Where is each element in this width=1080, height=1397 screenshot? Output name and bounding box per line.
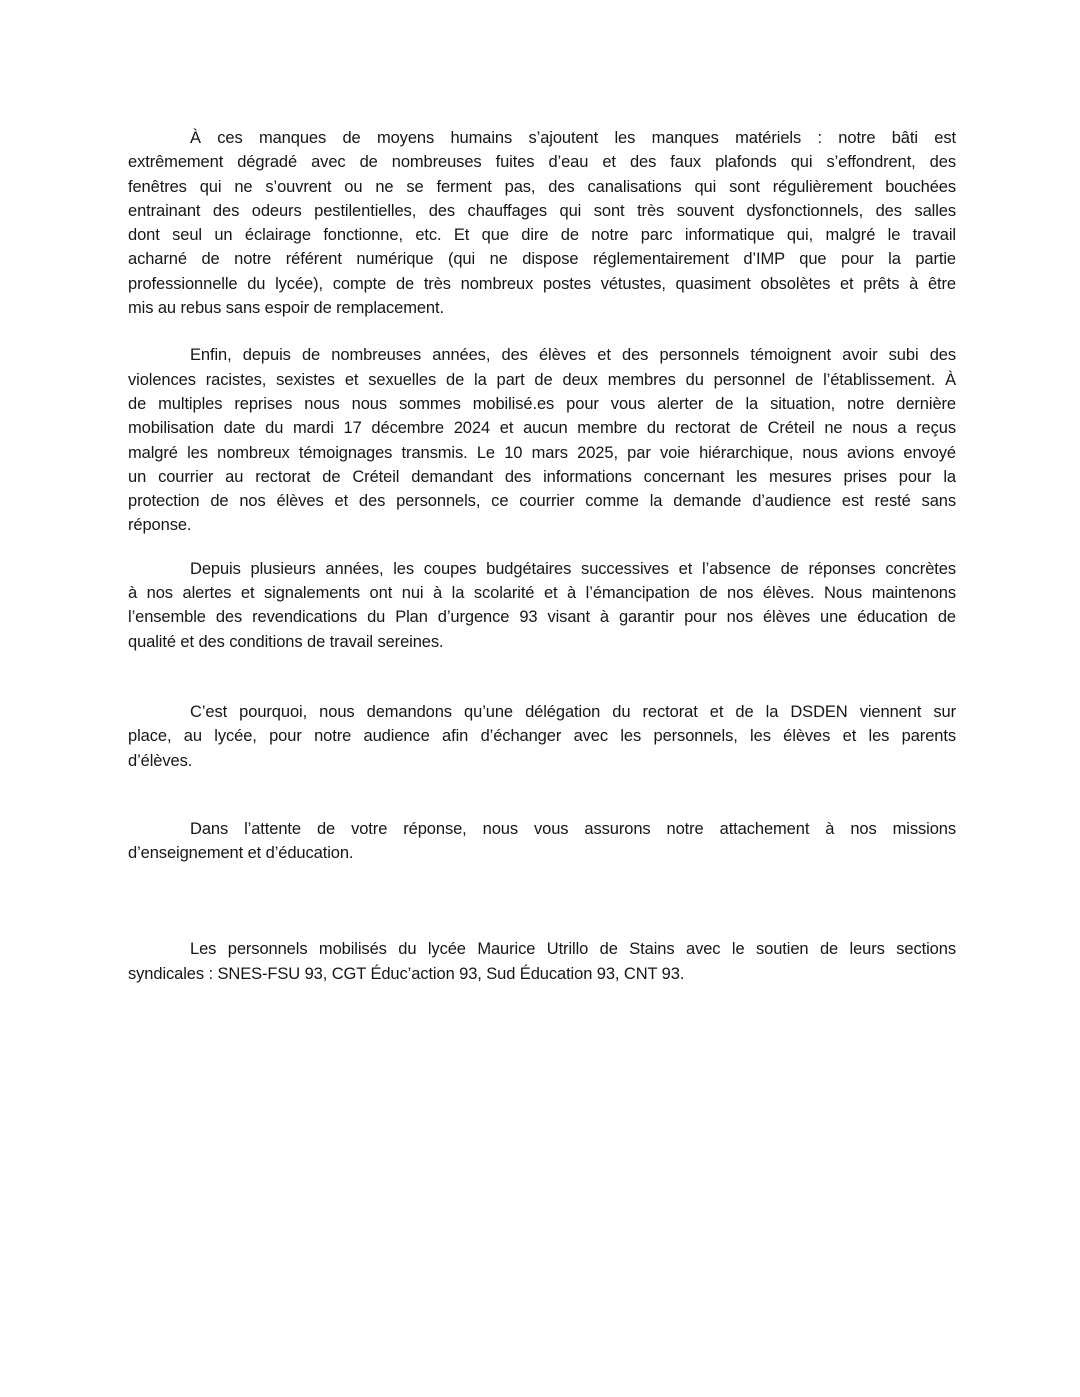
text-line: syndicales : SNES-FSU 93, CGT Éduc’action 93, Sud Éducation 93, CNT 93. <box>128 964 685 983</box>
text-line: place, au lycée, pour notre audience afin d’échanger avec les personnels, les élèves et les parents <box>128 727 956 746</box>
text-line: Depuis plusieurs années, les coupes budgétaires successives et l’absence de réponses concrètes <box>190 559 956 578</box>
paragraph <box>128 937 956 986</box>
text-line: À ces manques de moyens humains s’ajoutent les manques matériels : notre bâti est <box>190 129 956 147</box>
text-line: mobilisation date du mardi 17 décembre 2024 et aucun membre du rectorat de Créteil ne nous a reçus <box>128 419 956 438</box>
text-line: violences racistes, sexistes et sexuelles de la part de deux membres du personnel de l’établissement. À <box>128 370 956 389</box>
document-body <box>128 126 956 986</box>
paragraph <box>128 557 956 654</box>
text-line: Les personnels mobilisés du lycée Maurice Utrillo de Stains avec le soutien de leurs sections <box>190 940 956 959</box>
text-line: d’enseignement et d’éducation. <box>128 844 354 863</box>
paragraph <box>128 126 956 320</box>
text-line: professionnelle du lycée), compte de très nombreux postes vétustes, quasiment obsolètes et prêts à être <box>128 274 956 293</box>
text-line: extrêmement dégradé avec de nombreuses fuites d’eau et des faux plafonds qui s’effondrent, des <box>128 153 956 172</box>
text-line: à nos alertes et signalements ont nui à la scolarité et à l’émancipation de nos élèves. Nous maintenons <box>128 584 956 603</box>
text-line: l’ensemble des revendications du Plan d’urgence 93 visant à garantir pour nos élèves une éducation de <box>128 608 956 627</box>
text-line: dont seul un éclairage fonctionne, etc. Et que dire de notre parc informatique qui, malgré le travail <box>128 226 956 245</box>
paragraph <box>128 700 956 773</box>
text-line: C’est pourquoi, nous demandons qu’une délégation du rectorat et de la DSDEN viennent sur <box>190 702 956 721</box>
text-line: malgré les nombreux témoignages transmis. Le 10 mars 2025, par voie hiérarchique, nous avions envoyé <box>128 443 956 462</box>
text-line: un courrier au rectorat de Créteil demandant des informations concernant les mesures prises pour la <box>128 467 956 486</box>
text-line: fenêtres qui ne s’ouvrent ou ne se ferment pas, des canalisations qui sont régulièrement bouchées <box>128 177 956 196</box>
text-line: réponse. <box>128 516 192 535</box>
text-line: de multiples reprises nous nous sommes mobilisé.es pour vous alerter de la situation, notre dernière <box>128 394 956 413</box>
text-line: d’élèves. <box>128 751 193 770</box>
text-line: qualité et des conditions de travail sereines. <box>128 632 444 651</box>
paragraph <box>128 343 956 537</box>
text-line: mis au rebus sans espoir de remplacement. <box>128 299 444 318</box>
paragraph <box>128 817 956 866</box>
text-line: Dans l’attente de votre réponse, nous vous assurons notre attachement à nos missions <box>190 819 956 838</box>
text-line: protection de nos élèves et des personnels, ce courrier comme la demande d’audience est resté sans <box>128 492 956 511</box>
text-line: entrainant des odeurs pestilentielles, des chauffages qui sont très souvent dysfonctionnels, des salles <box>128 201 956 220</box>
text-line: Enfin, depuis de nombreuses années, des élèves et des personnels témoignent avoir subi des <box>190 346 956 365</box>
text-line: acharné de notre référent numérique (qui ne dispose réglementairement d’IMP que pour la partie <box>128 250 956 269</box>
